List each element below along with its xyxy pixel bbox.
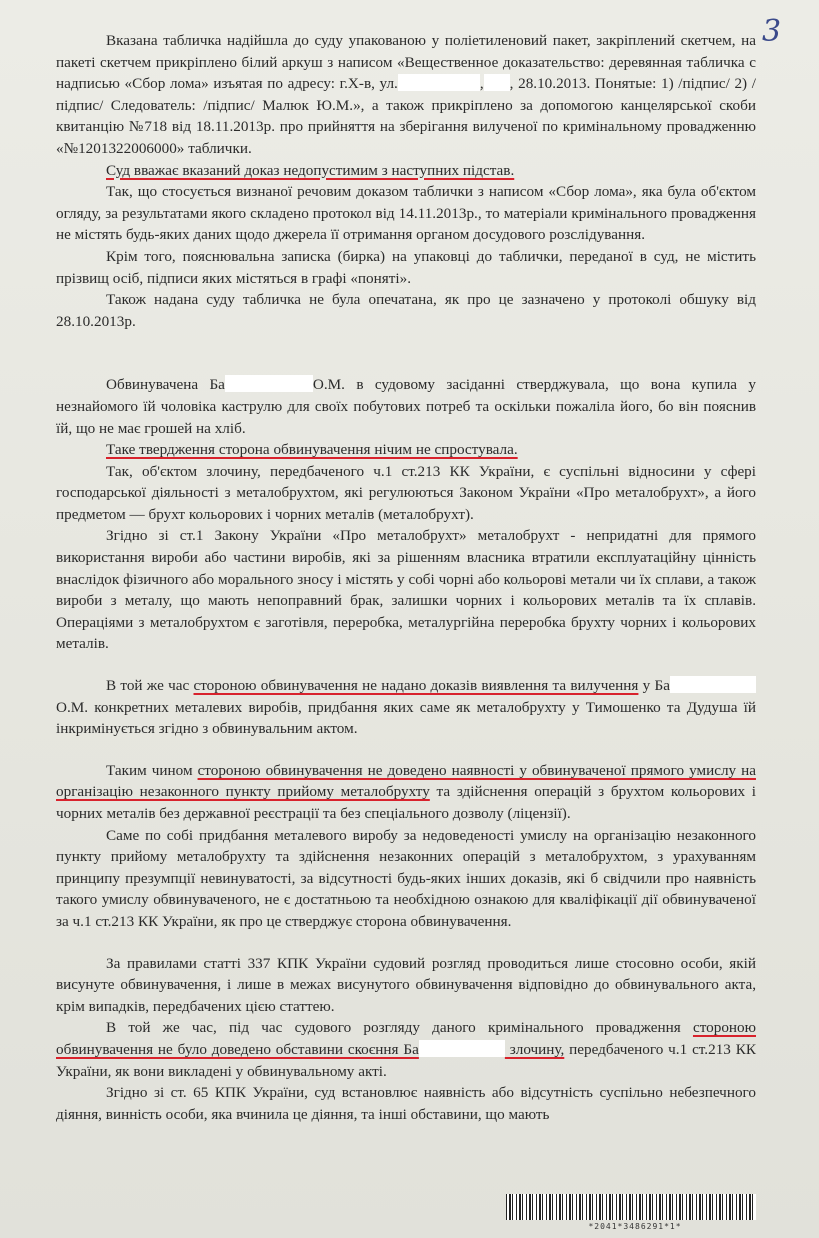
underlined-finding: Суд вважає вказаний доказ недопустимим з наступних підстав. [106, 161, 515, 179]
underlined-intent-not-proven: стороною обвинувачення не доведено наявності у обвинуваченої прямого умислу на організацію незаконного пункту прийому металобрухту [56, 761, 756, 801]
redaction-block [670, 676, 756, 693]
paragraph-intent-not-proven: Таким чином стороною обвинувачення не доведено наявності у обвинуваченої прямого умислу на організацію незаконного пункту прийому металобрухту та здійснення операцій з брухтом кольорових і чорних металів без державної реєстрації та без спеціального дозволу (ліцензії). [56, 761, 757, 822]
paragraph-label-note: Крім того, пояснювальна записка (бирка) на упаковці до таблички, переданої в суд, не містить прізвищ осіб, підписи яких містяться в графі «поняті». [56, 247, 756, 287]
paragraph-exhibit-source: Так, що стосується визнаної речовим доказом таблички з написом «Сбор лома», яка була об'єктом огляду, за результатами якого складено протокол від 14.11.2013р., то матеріали кримінального провадження не містять будь-яких даних щодо джерела її отримання органом досудового розслідування. [56, 183, 756, 244]
underlined-circumstances: стороною обвинувачення не було доведено обставини скоєння Ба злочину, [56, 1019, 756, 1058]
redaction-block [225, 375, 313, 392]
paragraph-not-sealed: Також надана суду табличка не була опечатана, як про це зазначено у протоколі обшуку від 28.10.2013р. [56, 291, 756, 330]
redaction-block [419, 1040, 505, 1057]
barcode [506, 1194, 756, 1220]
redaction-block [484, 74, 510, 91]
paragraph-article-65: Згідно зі ст. 65 КПК України, суд встановлює наявність або відсутність суспільно небезпечного діяння, винність особи, яка вчинила це діяння, та інші обставини, що мають [56, 1084, 756, 1123]
paragraph-exhibit-description: Вказана табличка надійшла до суду упакованою у поліетиленовий пакет, закріплений скетчем, на пакеті скетчем прикріплено білий аркуш з написом «Вещественное доказательство: деревянная табличка с надписью «Сбор лома» изъятая по адресу: г.Х-в, ул. , , 28.10.2013. Понятые: 1) /підпис/ 2) /підпис/ Следователь: /підпис/ Малюк Ю.М.», а також прикріплено за допомогою канцелярської скоби квитанцію №718 від 18.11.2013р. про прийняття на зберігання вилученої по кримінальному провадженню «№1201322006000» таблички. [56, 32, 756, 157]
underlined-no-evidence: стороною обвинувачення не надано доказів виявлення та вилучення [193, 677, 639, 695]
paragraph-scrap-metal-definition: Згідно зі ст.1 Закону України «Про металобрухт» металобрухт - непридатні для прямого використання вироби або частини виробів, які за рішенням власника втратили експлуатаційну цінність внаслідок фізичного або морального зносу і містять у собі чорні або кольорові метали чи їх сплави, а також вироби з металу, що мають непоправний брак, залишки чорних і кольорових металів та їх сплавів. Операціями з металобрухтом є заготівля, переробка, металургійна переробка брухту чорних і кольорових металів. [56, 527, 756, 653]
paragraph-qualification: Саме по собі придбання металевого виробу за недоведеності умислу на організацію незаконного пункту прийому металобрухту та здійснення незаконних операцій з металобрухтом, з урахуванням принципу презумпції невинуватості, за відсутності будь-яких інших доказів, які б свідчили про наявність такого умислу обвинуваченого, не є достатньою та необхідною ознакою для кваліфікації дії обвинуваченої за ч.1 ст.213 КК України, як про це стверджує сторона обвинувачення. [56, 826, 756, 930]
paragraph-court-finding [56, 160, 756, 182]
paragraph-defendant-testimony: Обвинувачена Ба О.М. в судовому засіданні стверджувала, що вона купила у незнайомого їй чоловіка каструлю для своїх побутових потреб та оскільки пожаліла його, бо він пояснив їй, що не має грошей на хліб. [56, 376, 756, 437]
paragraph-crime-object: Так, об'єктом злочину, передбаченого ч.1 ст.213 КК України, є суспільні відносини у сфері господарської діяльності з металобрухтом, які регулюються Законом України «Про металобрухт», а його предметом — брухт кольорових і чорних металів (металобрухт). [56, 462, 756, 523]
paragraph-article-337: За правилами статті 337 КПК України судовий розгляд проводиться лише стосовно особи, якій висунуте обвинувачення, і лише в межах висунутого обвинувачення відповідно до обвинувального акта, крім випадків, передбачених цією статтею. [56, 954, 756, 1015]
document-body [56, 30, 756, 1125]
barcode-number: *2041*3486291*1* [588, 1222, 682, 1231]
paragraph-no-evidence: В той же час стороною обвинувачення не надано доказів виявлення та вилучення у Ба О.М. конкретних металевих виробів, придбання яких саме як металобрухту у Тимошенко та Дудуша їй інкримінується згідно з обвинувальним актом. [56, 677, 756, 738]
handwritten-page-number: 3 [762, 14, 782, 49]
redaction-block [398, 74, 480, 91]
underlined-not-refuted: Таке твердження сторона обвинувачення нічим не спростувала. [106, 441, 518, 459]
paragraph-circumstances-not-proven: В той же час, під час судового розгляду даного кримінального провадження стороною обвинувачення не було доведено обставини скоєння Ба злочину, передбаченого ч.1 ст.213 КК України, як вони викладені у обвинувальному акті. [56, 1019, 757, 1080]
paragraph-not-refuted [56, 439, 756, 461]
